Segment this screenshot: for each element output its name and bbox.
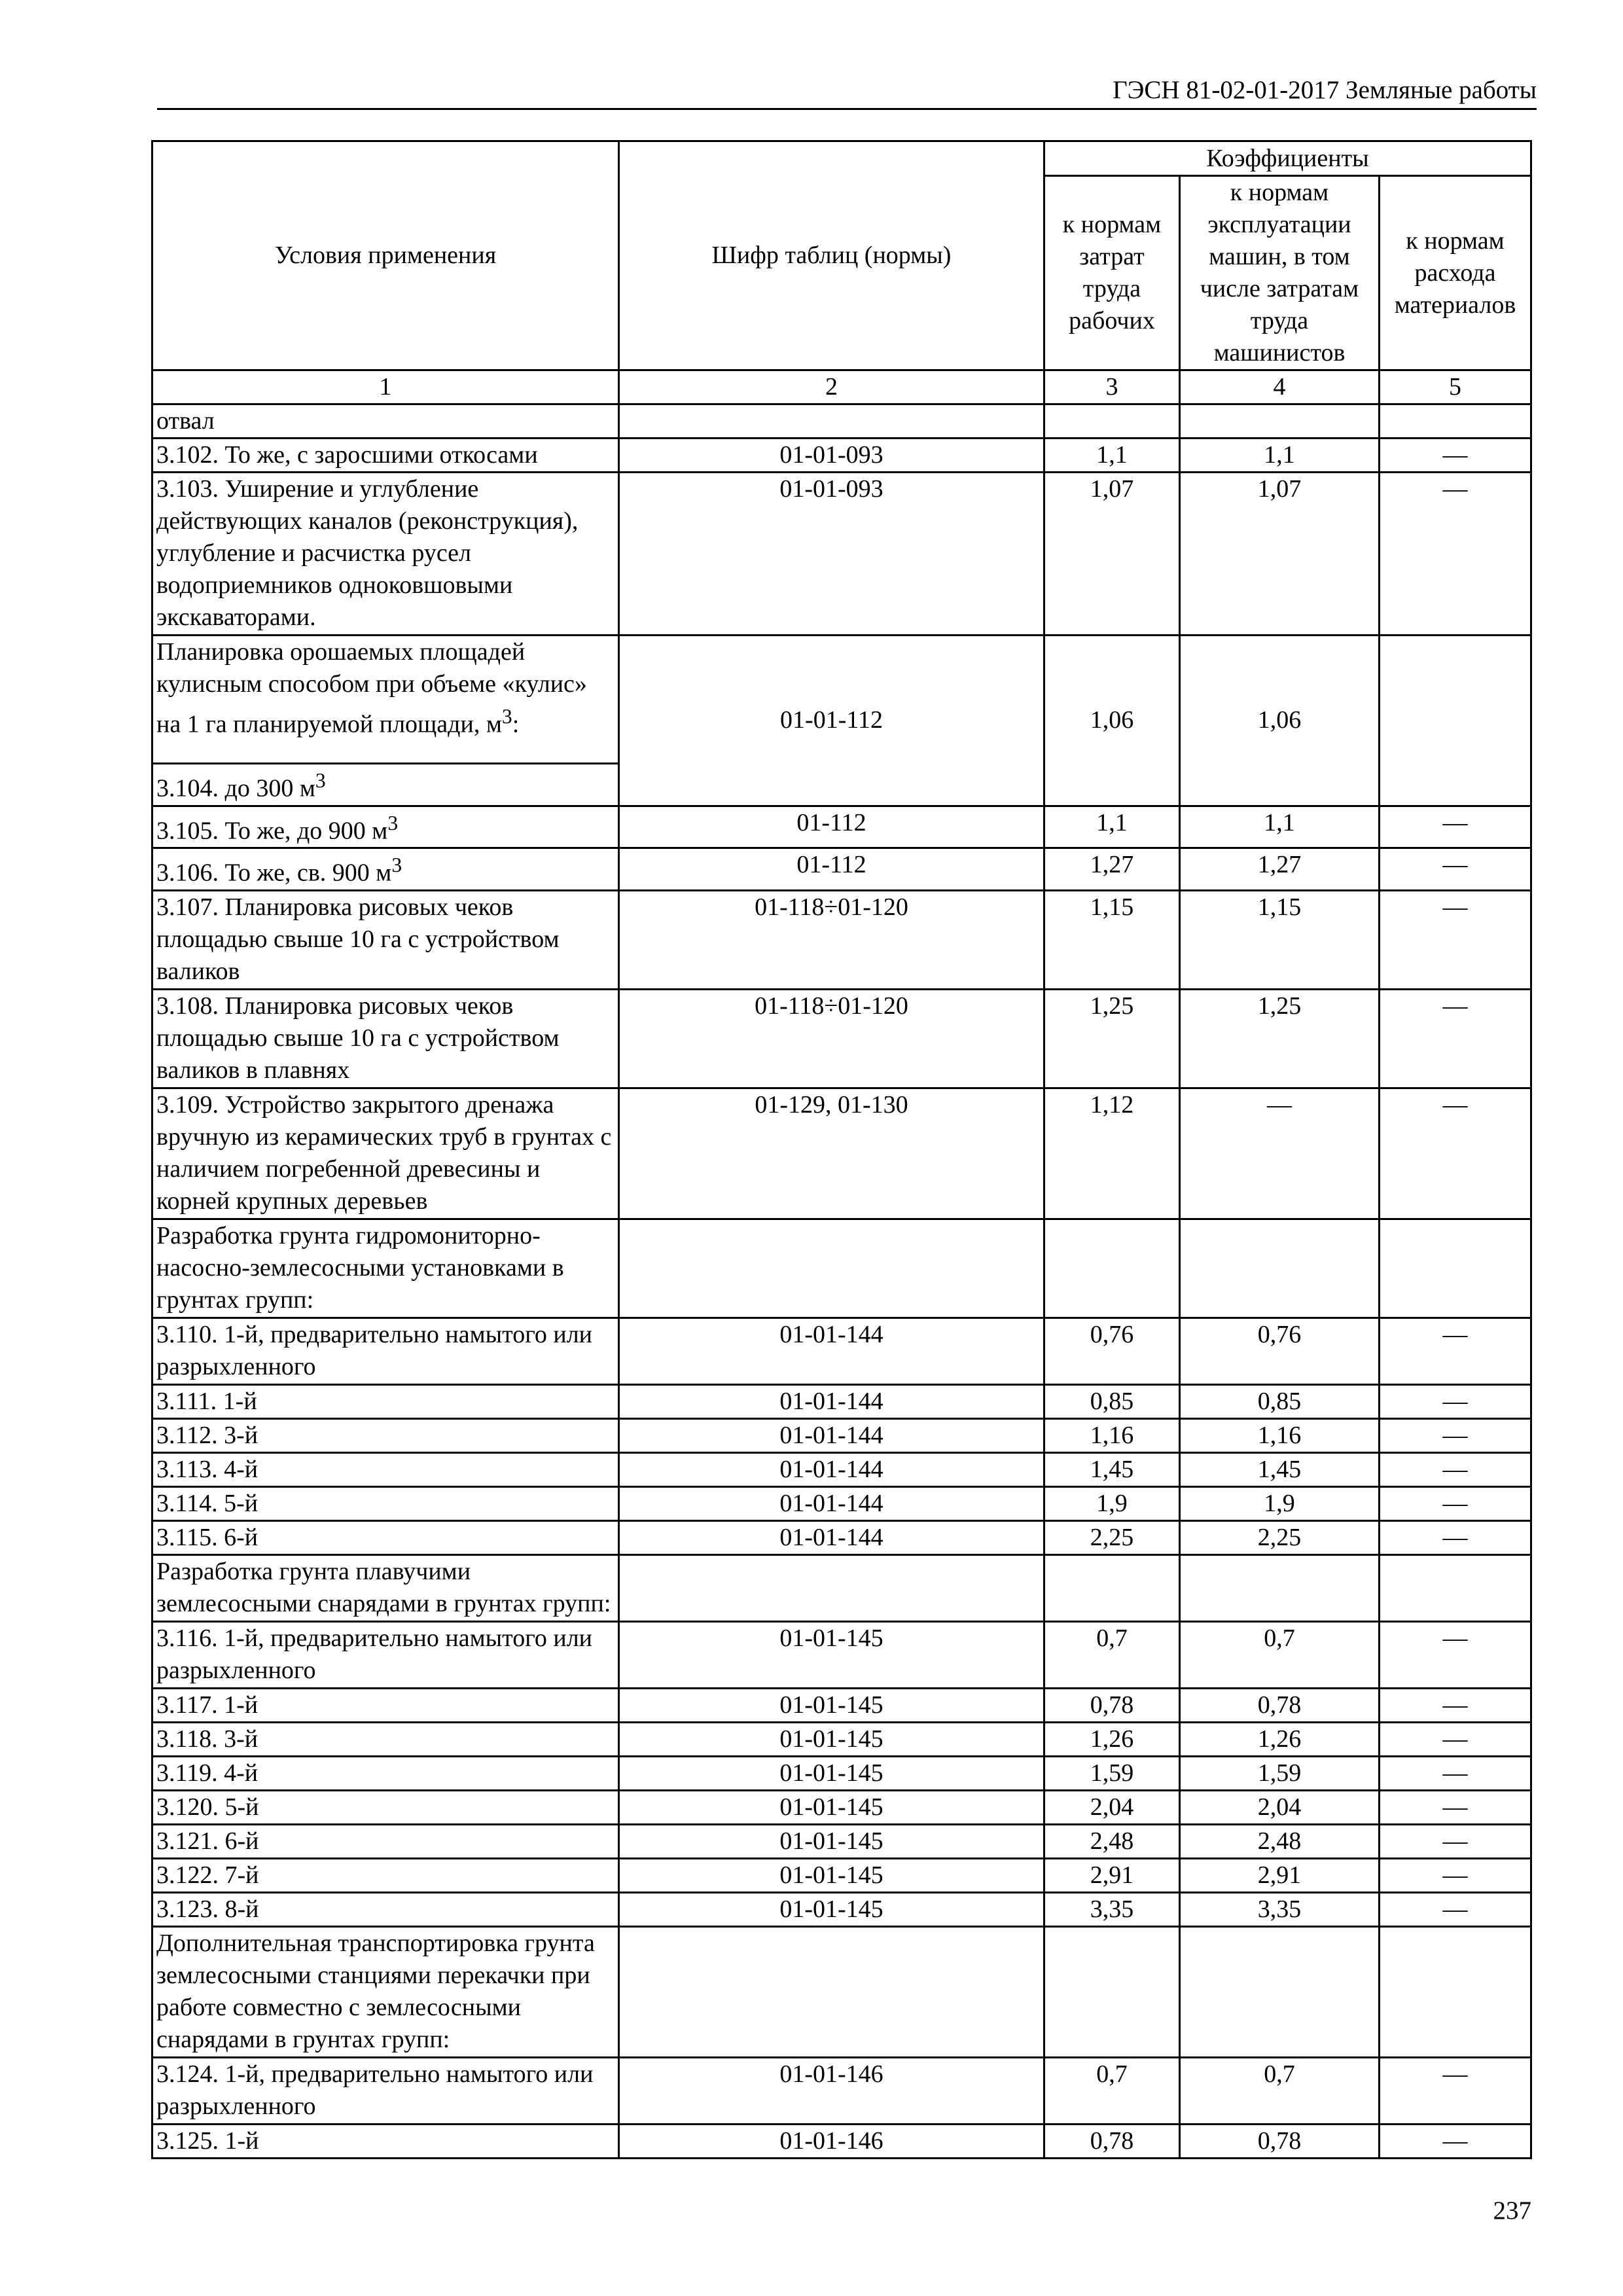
machines-coefficient-cell: 1,25	[1180, 989, 1380, 1088]
table-code-cell: 01-01-145	[619, 1892, 1044, 1926]
condition-cell	[152, 764, 619, 806]
table-code-cell: 01-01-144	[619, 1318, 1044, 1384]
materials-coefficient-cell: —	[1380, 1756, 1531, 1790]
condition-cell	[152, 1486, 619, 1520]
machines-coefficient-cell: —	[1180, 1088, 1380, 1219]
condition-cell	[152, 1926, 619, 2057]
materials-coefficient-cell: —	[1380, 848, 1531, 891]
machines-coefficient-cell	[1180, 1219, 1380, 1318]
header-coefficients: Коэффициенты	[1044, 141, 1531, 176]
materials-coefficient-cell: —	[1380, 890, 1531, 989]
running-header-title: ГЭСН 81-02-01-2017 Земляные работы	[1113, 76, 1537, 104]
labor-coefficient-cell: 0,7	[1044, 2057, 1180, 2124]
table-row	[152, 439, 1531, 473]
table-code-cell: 01-01-145	[619, 1824, 1044, 1858]
table-code-cell: 01-01-144	[619, 1486, 1044, 1520]
table-row	[152, 1858, 1531, 1892]
labor-coefficient-cell: 2,04	[1044, 1790, 1180, 1824]
table-code-cell: 01-01-093	[619, 473, 1044, 636]
materials-coefficient-cell: —	[1380, 1858, 1531, 1892]
condition-cell	[152, 1384, 619, 1418]
labor-coefficient-cell: 2,91	[1044, 1858, 1180, 1892]
table-row	[152, 1722, 1531, 1756]
header-rule	[157, 108, 1537, 110]
condition-text: Дополнительная транспортировка грунта землесосными станциями перекачки при работе совместно с землесосными снарядами в грунтах групп:	[156, 1929, 595, 2053]
condition-cell	[152, 1520, 619, 1554]
machines-coefficient-cell: 0,78	[1180, 2124, 1380, 2158]
materials-coefficient-cell	[1380, 1554, 1531, 1621]
condition-text: 3.114. 5-й	[156, 1489, 259, 1517]
table-row	[152, 989, 1531, 1088]
labor-coefficient-cell: 1,1	[1044, 439, 1180, 473]
condition-cell	[152, 1756, 619, 1790]
table-row	[152, 1621, 1531, 1688]
materials-coefficient-cell: —	[1380, 989, 1531, 1088]
table-code-cell	[619, 404, 1044, 439]
materials-coefficient-cell: —	[1380, 2124, 1531, 2158]
materials-coefficient-cell	[1380, 1219, 1531, 1318]
header-conditions: Условия применения	[152, 141, 619, 370]
table-row	[152, 1520, 1531, 1554]
condition-cell	[152, 1892, 619, 1926]
table-row	[152, 1824, 1531, 1858]
table-code-cell: 01-01-144	[619, 1384, 1044, 1418]
table-code-cell: 01-01-112	[619, 636, 1044, 806]
table-code-cell: 01-01-145	[619, 1858, 1044, 1892]
labor-coefficient-cell: 3,35	[1044, 1892, 1180, 1926]
machines-coefficient-cell: 1,9	[1180, 1486, 1380, 1520]
condition-cell	[152, 1858, 619, 1892]
machines-coefficient-cell: 0,78	[1180, 1688, 1380, 1722]
materials-coefficient-cell: —	[1380, 1824, 1531, 1858]
table-row	[152, 1418, 1531, 1452]
labor-coefficient-cell: 1,1	[1044, 806, 1180, 848]
condition-text: 3.123. 8-й	[156, 1895, 259, 1923]
table-code-cell	[619, 1926, 1044, 2057]
labor-coefficient-cell	[1044, 404, 1180, 439]
condition-text: 3.119. 4-й	[156, 1759, 259, 1787]
column-number-row	[152, 370, 1531, 404]
machines-coefficient-cell	[1180, 1926, 1380, 2057]
materials-coefficient-cell: —	[1380, 1318, 1531, 1384]
condition-text: 3.120. 5-й	[156, 1793, 259, 1821]
table-code-cell: 01-112	[619, 848, 1044, 891]
labor-coefficient-cell: 0,7	[1044, 1621, 1180, 1688]
unit-exponent: 3	[501, 705, 512, 728]
machines-coefficient-cell	[1180, 404, 1380, 439]
group-intro-cell	[152, 636, 619, 764]
materials-coefficient-cell: —	[1380, 806, 1531, 848]
materials-coefficient-cell: —	[1380, 1418, 1531, 1452]
table-code-cell: 01-01-093	[619, 439, 1044, 473]
labor-coefficient-cell: 2,25	[1044, 1520, 1180, 1554]
condition-cell	[152, 1088, 619, 1219]
machines-coefficient-cell: 1,16	[1180, 1418, 1380, 1452]
machines-coefficient-cell: 1,07	[1180, 473, 1380, 636]
machines-coefficient-cell: 3,35	[1180, 1892, 1380, 1926]
materials-coefficient-cell: —	[1380, 1520, 1531, 1554]
table-row	[152, 1486, 1531, 1520]
condition-text: 3.105. То же, до 900 м	[156, 817, 388, 845]
condition-text: 3.124. 1-й, предварительно намытого или разрыхленного	[156, 2060, 594, 2120]
table-head	[152, 141, 1531, 370]
table-row	[152, 848, 1531, 891]
table-row	[152, 1688, 1531, 1722]
machines-coefficient-cell: 2,25	[1180, 1520, 1380, 1554]
labor-coefficient-cell: 1,27	[1044, 848, 1180, 891]
condition-text: Разработка грунта плавучими землесосными снарядами в грунтах групп:	[156, 1557, 611, 1617]
labor-coefficient-cell: 1,25	[1044, 989, 1180, 1088]
table-row	[152, 2057, 1531, 2124]
materials-coefficient-cell: —	[1380, 2057, 1531, 2124]
table-code-cell: 01-01-146	[619, 2057, 1044, 2124]
condition-text: 3.115. 6-й	[156, 1523, 259, 1551]
machines-coefficient-cell: 2,91	[1180, 1858, 1380, 1892]
machines-coefficient-cell	[1180, 1554, 1380, 1621]
materials-coefficient-cell: —	[1380, 439, 1531, 473]
table-code-cell: 01-129, 01-130	[619, 1088, 1044, 1219]
table-row	[152, 1219, 1531, 1318]
materials-coefficient-cell: —	[1380, 1722, 1531, 1756]
coefficients-table	[151, 140, 1532, 2159]
page-number: 237	[1493, 2197, 1531, 2225]
materials-coefficient-cell: —	[1380, 1452, 1531, 1486]
machines-coefficient-cell: 2,04	[1180, 1790, 1380, 1824]
unit-exponent: 3	[391, 853, 402, 877]
labor-coefficient-cell	[1044, 1926, 1180, 2057]
condition-text: 3.102. То же, с заросшими откосами	[156, 441, 538, 469]
labor-coefficient-cell: 1,15	[1044, 890, 1180, 989]
table-code-cell	[619, 1554, 1044, 1621]
condition-cell	[152, 2124, 619, 2158]
materials-coefficient-cell	[1380, 1926, 1531, 2057]
condition-cell	[152, 989, 619, 1088]
table-code-cell: 01-01-145	[619, 1790, 1044, 1824]
labor-coefficient-cell: 0,78	[1044, 1688, 1180, 1722]
table-code-cell: 01-01-145	[619, 1688, 1044, 1722]
materials-coefficient-cell	[1380, 636, 1531, 806]
table-code-cell: 01-01-144	[619, 1452, 1044, 1486]
materials-coefficient-cell: —	[1380, 473, 1531, 636]
labor-coefficient-cell: 1,06	[1044, 636, 1180, 806]
header-code: Шифр таблиц (нормы)	[619, 141, 1044, 370]
table-code-cell: 01-01-144	[619, 1418, 1044, 1452]
condition-cell	[152, 890, 619, 989]
labor-coefficient-cell: 1,26	[1044, 1722, 1180, 1756]
table-row	[152, 1088, 1531, 1219]
condition-cell	[152, 1688, 619, 1722]
condition-text: 3.108. Планировка рисовых чеков площадью свыше 10 га с устройством валиков в плавнях	[156, 992, 560, 1084]
condition-cell	[152, 806, 619, 848]
condition-text: 3.125. 1-й	[156, 2126, 259, 2155]
table-code-cell: 01-01-145	[619, 1621, 1044, 1688]
machines-coefficient-cell: 1,1	[1180, 806, 1380, 848]
table-row	[152, 1318, 1531, 1384]
table-row	[152, 1384, 1531, 1418]
condition-text: Разработка грунта гидромониторно-насосно-землесосными установками в грунтах групп:	[156, 1221, 564, 1314]
condition-cell	[152, 1790, 619, 1824]
unit-exponent: 3	[315, 769, 326, 792]
labor-coefficient-cell	[1044, 1554, 1180, 1621]
condition-text: 3.116. 1-й, предварительно намытого или разрыхленного	[156, 1624, 593, 1684]
labor-coefficient-cell: 0,78	[1044, 2124, 1180, 2158]
table-code-cell	[619, 1219, 1044, 1318]
column-number: 1	[152, 370, 619, 404]
condition-text: 3.121. 6-й	[156, 1827, 259, 1855]
table-row	[152, 1926, 1531, 2057]
labor-coefficient-cell	[1044, 1219, 1180, 1318]
condition-text: 3.107. Планировка рисовых чеков площадью свыше 10 га с устройством валиков	[156, 893, 560, 985]
machines-coefficient-cell: 1,26	[1180, 1722, 1380, 1756]
column-number: 4	[1180, 370, 1380, 404]
table-row	[152, 1892, 1531, 1926]
table-row	[152, 2124, 1531, 2158]
column-number: 2	[619, 370, 1044, 404]
header-machines: к нормам эксплуатации машин, в том числе затратам труда машинистов	[1180, 176, 1380, 370]
condition-cell	[152, 848, 619, 891]
labor-coefficient-cell: 1,45	[1044, 1452, 1180, 1486]
condition-text: 3.111. 1-й	[156, 1387, 257, 1415]
condition-text: 3.113. 4-й	[156, 1455, 259, 1483]
labor-coefficient-cell: 1,16	[1044, 1418, 1180, 1452]
condition-text: 3.109. Устройство закрытого дренажа вручную из керамических труб в грунтах с наличием погребенной древесины и корней крупных деревьев	[156, 1090, 612, 1215]
table-code-cell: 01-118÷01-120	[619, 890, 1044, 989]
labor-coefficient-cell: 1,07	[1044, 473, 1180, 636]
machines-coefficient-cell: 1,1	[1180, 439, 1380, 473]
table-row	[152, 1756, 1531, 1790]
condition-cell	[152, 1452, 619, 1486]
column-number: 3	[1044, 370, 1180, 404]
condition-cell	[152, 1418, 619, 1452]
labor-coefficient-cell: 1,9	[1044, 1486, 1180, 1520]
machines-coefficient-cell: 0,76	[1180, 1318, 1380, 1384]
table-code-cell: 01-01-145	[619, 1756, 1044, 1790]
condition-text: 3.122. 7-й	[156, 1861, 259, 1889]
condition-text: 3.112. 3-й	[156, 1421, 259, 1449]
unit-exponent: 3	[387, 811, 399, 834]
condition-text: отвал	[156, 407, 215, 435]
condition-text: 3.104. до 300 м	[156, 774, 315, 802]
condition-text: 3.118. 3-й	[156, 1725, 259, 1753]
table-row	[152, 1554, 1531, 1621]
table-code-cell: 01-01-145	[619, 1722, 1044, 1756]
materials-coefficient-cell: —	[1380, 1088, 1531, 1219]
header-labor: к нормам затрат труда рабочих	[1044, 176, 1180, 370]
table-row	[152, 1452, 1531, 1486]
header-materials: к нормам расхода материалов	[1380, 176, 1531, 370]
table-row	[152, 1790, 1531, 1824]
table-code-cell: 01-01-144	[619, 1520, 1044, 1554]
column-number: 5	[1380, 370, 1531, 404]
labor-coefficient-cell: 1,12	[1044, 1088, 1180, 1219]
materials-coefficient-cell: —	[1380, 1892, 1531, 1926]
machines-coefficient-cell: 0,7	[1180, 2057, 1380, 2124]
materials-coefficient-cell: —	[1380, 1621, 1531, 1688]
materials-coefficient-cell: —	[1380, 1790, 1531, 1824]
condition-text: 3.110. 1-й, предварительно намытого или разрыхленного	[156, 1320, 593, 1380]
group-intro-tail: :	[512, 710, 520, 738]
table-code-cell: 01-01-146	[619, 2124, 1044, 2158]
table-row	[152, 806, 1531, 848]
group-intro-text: Планировка орошаемых площадей кулисным способом при объеме «кулис» на 1 га планируемой площади, м	[156, 638, 587, 738]
machines-coefficient-cell: 1,15	[1180, 890, 1380, 989]
condition-cell	[152, 1554, 619, 1621]
machines-coefficient-cell: 1,59	[1180, 1756, 1380, 1790]
table-code-cell: 01-112	[619, 806, 1044, 848]
condition-cell	[152, 2057, 619, 2124]
machines-coefficient-cell: 2,48	[1180, 1824, 1380, 1858]
labor-coefficient-cell: 0,76	[1044, 1318, 1180, 1384]
materials-coefficient-cell: —	[1380, 1688, 1531, 1722]
condition-cell	[152, 1318, 619, 1384]
condition-cell	[152, 1621, 619, 1688]
table-body	[152, 370, 1531, 2159]
machines-coefficient-cell: 1,06	[1180, 636, 1380, 806]
table-row	[152, 404, 1531, 439]
labor-coefficient-cell: 1,59	[1044, 1756, 1180, 1790]
condition-text: 3.106. То же, св. 900 м	[156, 859, 392, 887]
materials-coefficient-cell	[1380, 404, 1531, 439]
condition-cell	[152, 1824, 619, 1858]
materials-coefficient-cell: —	[1380, 1384, 1531, 1418]
condition-cell	[152, 473, 619, 636]
materials-coefficient-cell: —	[1380, 1486, 1531, 1520]
labor-coefficient-cell: 0,85	[1044, 1384, 1180, 1418]
table-row	[152, 890, 1531, 989]
machines-coefficient-cell: 1,27	[1180, 848, 1380, 891]
condition-cell	[152, 404, 619, 439]
condition-cell	[152, 1722, 619, 1756]
machines-coefficient-cell: 0,85	[1180, 1384, 1380, 1418]
condition-text: 3.117. 1-й	[156, 1691, 259, 1719]
table-row	[152, 636, 1531, 764]
condition-cell	[152, 439, 619, 473]
labor-coefficient-cell: 2,48	[1044, 1824, 1180, 1858]
condition-text: 3.103. Уширение и углубление действующих каналов (реконструкция), углубление и расчистка русел водоприемников одноковшовыми экскаваторами.	[156, 475, 579, 631]
machines-coefficient-cell: 1,45	[1180, 1452, 1380, 1486]
condition-cell	[152, 1219, 619, 1318]
table-code-cell: 01-118÷01-120	[619, 989, 1044, 1088]
table-row	[152, 473, 1531, 636]
machines-coefficient-cell: 0,7	[1180, 1621, 1380, 1688]
